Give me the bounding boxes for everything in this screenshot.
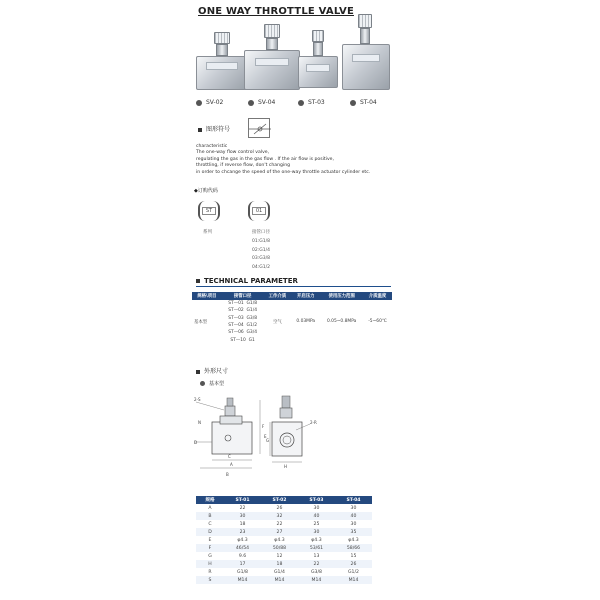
callout-label: 2-S	[194, 397, 201, 402]
table-cell: 32	[261, 512, 298, 520]
table-cell: 35	[335, 528, 372, 536]
table-cell: A	[208, 505, 212, 511]
table-row: ST—03 G3/8	[228, 315, 257, 321]
bullet-dot-icon	[248, 100, 254, 106]
technical-parameter-heading: TECHNICAL PARAMETER	[196, 277, 298, 285]
table-cell: 40	[335, 512, 372, 520]
table-cell: -5~60℃	[368, 319, 387, 325]
table-cell: φ4.3	[237, 537, 248, 543]
table-header-row: 规格 ST-01 ST-02 ST-03 ST-04	[196, 496, 372, 504]
callout-label: E	[264, 434, 267, 439]
table-row	[196, 528, 372, 536]
table-cell: 58/66	[335, 544, 372, 552]
table-row: 基本型 ST—01 G1/8 空气 0.03MPa 0.05~0.8MPa -5~60℃	[192, 300, 392, 307]
table-cell: 12	[276, 553, 283, 559]
table-row	[196, 504, 372, 512]
table-cell: 0.05~0.8MPa	[326, 319, 357, 325]
table-cell: 25	[313, 521, 320, 527]
dimension-label: C	[228, 454, 231, 459]
dimension-label: H	[284, 464, 288, 469]
page-title: ONE WAY THROTTLE VALVE	[198, 6, 354, 17]
table-cell: 0.03MPa	[296, 319, 316, 325]
table-cell: G1/2	[348, 569, 359, 575]
table-row	[196, 568, 372, 576]
callout-label: D	[194, 440, 198, 445]
dimension-label: G	[266, 438, 270, 443]
order-code-heading: ◆订购代码	[194, 188, 218, 194]
model-label-st-03: ST-03	[298, 99, 325, 106]
square-bullet-icon	[196, 370, 200, 374]
dimension-label: A	[230, 462, 233, 467]
table-cell: φ4.3	[311, 537, 322, 543]
table-cell: 30	[350, 521, 357, 527]
table-cell: R	[208, 569, 212, 575]
table-row	[196, 552, 372, 560]
bullet-dot-icon	[196, 100, 202, 106]
table-row: ST—02 G1/4	[228, 308, 257, 314]
table-cell: F	[196, 544, 224, 552]
square-bullet-icon	[198, 128, 202, 132]
series-label: 系列	[203, 230, 212, 235]
port-label: 接管口径	[252, 230, 270, 235]
table-cell: 26	[276, 505, 283, 511]
callout-label: F	[262, 424, 265, 429]
table-cell: 30	[224, 512, 261, 520]
bullet-dot-icon	[350, 100, 356, 106]
section-divider	[196, 286, 391, 287]
table-row: ST—06 G3/4	[228, 330, 257, 336]
table-cell: G1/4	[274, 569, 285, 575]
table-cell: 40	[298, 512, 335, 520]
dimensions-table	[196, 496, 372, 584]
group-label: 基本型	[194, 319, 208, 325]
table-cell: 22	[276, 521, 283, 527]
valve-image-sv-04	[244, 24, 300, 90]
table-cell: G	[208, 553, 212, 559]
table-cell: 30	[350, 505, 357, 511]
table-cell: M14	[298, 576, 335, 584]
table-cell: 22	[239, 505, 246, 511]
valve-image-st-03	[298, 30, 338, 90]
characteristic-text: characteristic The one-way flow control valve, regulating the gas in the gas flow . If the air flow is positive, throttling, if reverse flow, don't changing in order to chcange the speed of the one-way throttle actuator cylinder etc.	[196, 144, 371, 175]
table-cell: φ4.3	[274, 537, 285, 543]
dimensions-subheading: 基本型	[200, 380, 224, 387]
dimension-label: B	[226, 472, 229, 477]
table-row	[196, 536, 372, 544]
symbol-heading: 图形符号	[198, 124, 230, 133]
table-header-row: 规格\项目 接管口径 工作介质 开启压力 使用压力范围 介质温度	[192, 292, 392, 300]
table-row	[196, 512, 372, 520]
square-bullet-icon	[196, 279, 200, 283]
table-cell: 27	[261, 528, 298, 536]
bullet-dot-icon	[298, 100, 304, 106]
table-cell: 26	[335, 560, 372, 568]
technical-parameter-table	[192, 292, 392, 344]
table-cell: 18	[261, 560, 298, 568]
side-view-drawing	[266, 392, 326, 482]
callout-label: N	[198, 420, 201, 425]
table-cell: 空气	[272, 319, 282, 325]
table-cell: 50/88	[261, 544, 298, 552]
table-cell: D	[196, 528, 224, 536]
port-code-box: 01	[248, 201, 270, 221]
table-row	[196, 544, 372, 552]
table-cell: 22	[298, 560, 335, 568]
table-cell: 53/61	[298, 544, 335, 552]
model-label-st-04: ST-04	[350, 99, 377, 106]
table-cell: G1/8	[237, 569, 248, 575]
table-cell: B	[196, 512, 224, 520]
table-cell: 17	[224, 560, 261, 568]
table-row	[196, 520, 372, 528]
model-label-sv-04: SV-04	[248, 99, 275, 106]
table-row: ST—04 G1/2	[228, 323, 257, 329]
table-cell: S	[196, 576, 224, 584]
valve-image-sv-02	[196, 32, 248, 90]
bullet-dot-icon	[200, 381, 205, 386]
table-cell: 30	[298, 528, 335, 536]
table-cell: M14	[224, 576, 261, 584]
table-cell: 23	[224, 528, 261, 536]
table-row: ST—10 G1	[230, 337, 255, 343]
table-cell: C	[208, 521, 212, 527]
table-cell: M14	[335, 576, 372, 584]
table-row	[196, 576, 372, 584]
table-cell: 9.6	[238, 553, 247, 559]
table-cell: G3/8	[310, 569, 322, 575]
callout-label: 2-R	[310, 420, 317, 425]
table-cell: 30	[313, 505, 320, 511]
table-cell: H	[196, 560, 224, 568]
front-view-drawing	[190, 392, 270, 482]
table-cell: 15	[350, 553, 357, 559]
table-cell: 18	[239, 521, 246, 527]
table-row	[196, 560, 372, 568]
dimensions-heading: 外形尺寸	[196, 366, 228, 375]
table-cell: M14	[261, 576, 298, 584]
valve-image-st-04	[342, 14, 390, 90]
throttle-symbol-icon	[248, 118, 270, 138]
table-cell: E	[208, 537, 212, 543]
table-cell: φ4.3	[348, 537, 359, 543]
series-code-box: ST	[198, 201, 220, 221]
model-label-sv-02: SV-02	[196, 99, 223, 106]
table-cell: 46/54	[224, 544, 261, 552]
port-options: 01:G1/8 02:G1/4 03:G3/8 04:G1/2	[252, 239, 270, 270]
table-cell: 13	[313, 553, 320, 559]
